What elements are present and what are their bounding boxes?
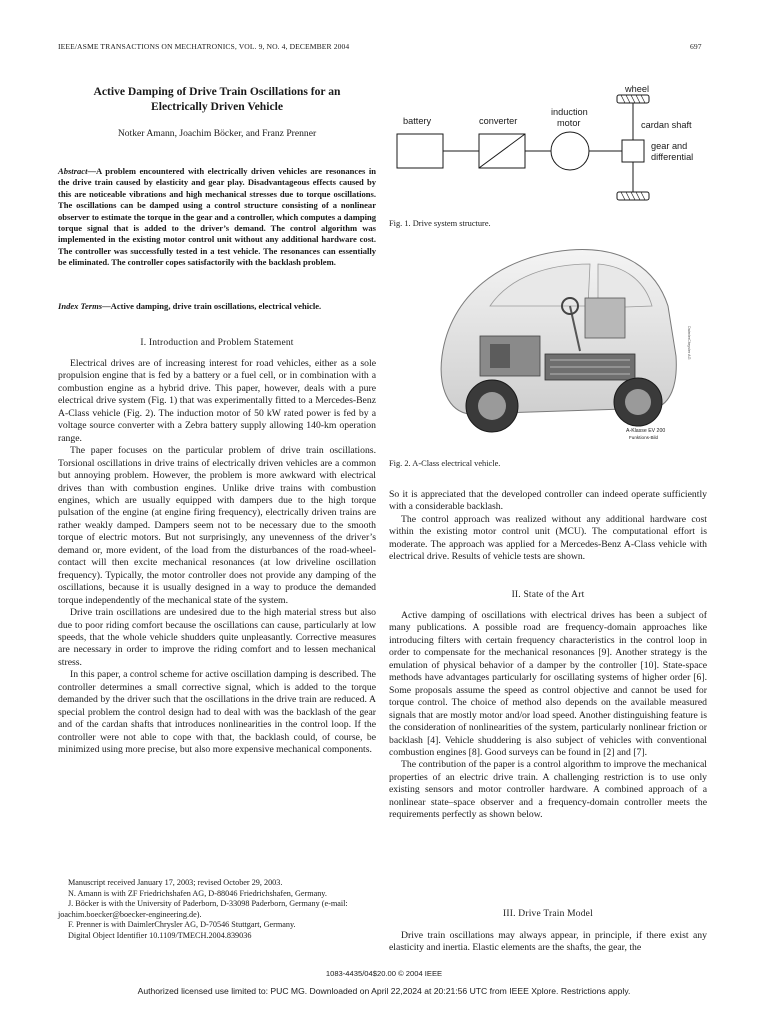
converter-diagonal [479,134,525,168]
paper-title [58,84,376,114]
gear-block [622,140,644,162]
journal-header: IEEE/ASME TRANSACTIONS ON MECHATRONICS, VOL. 9, NO. 4, DECEMBER 2004 [58,42,350,51]
induction-motor-circle [551,132,589,170]
induction-label: induction [551,107,588,117]
section-heading-2: II. State of the Art [511,590,585,600]
wheel-label: wheel [625,84,650,94]
figure-1-caption: Fig. 1. Drive system structure. [389,219,491,228]
paragraph: In this paper, a control scheme for active oscillation damping is described. The controller determines a small corrective signal, which is added to the torque demanded by the driver such that the oscillations in the drive train are reduced. A special problem the control design had to deal with was the backlash of the gear and of the cardan shafts that introduces nonlinearities in the control loop. If the controller were not able to cope with that, the backlash could, of course, be minimized using more precise, but also more expensive mechanical components. [58,669,376,756]
left-column-body [58,358,376,757]
index-terms-text: —Active damping, drive train oscillations, electrical vehicle. [102,301,322,311]
motor-label: motor [557,118,581,128]
cardan-shaft-label: cardan shaft [641,120,692,130]
battery-label: battery [403,116,432,126]
rear-rim [625,389,651,415]
figure-2-caption: Fig. 2. A-Class electrical vehicle. [389,459,501,468]
section-heading-3: III. Drive Train Model [503,909,593,919]
abstract [58,166,376,269]
motor-core [490,344,510,368]
paragraph: Active damping of oscillations with electrical drives has been a subject of many publications. A possible road are frequency-domain approaches like introducing filters with certain frequency characteristics in the control loop in order to compensate for the mechanical resonances [9]. Another strategy is the emulation of physical behavior of a damper by the controller [10]. State-space methods have advantages particularly for oscillating systems of higher order [6]. Some proposals assume the speed as control objective and cannot be used for torque control. The choice of method also depends on the available measured signals that are mostly motor and/or load speed. Another distinguishing feature is the consideration of nonlinearities of the system, particularly nonlinear friction or backlash [4]. Vehicle shuddering is also subject of vehicles with conventional combustion engines [8]. Good surveys can be found in [2] and [7]. [389,610,707,758]
license-line: Authorized licensed use limited to: PUC MG. Downloaded on April 22,2024 at 20:21:56 UTC from IEEE Xplore. Restrictions apply. [137,986,631,996]
author-list: Notker Amann, Joachim Böcker, and Franz Prenner [117,128,317,139]
drive-system-diagram [389,82,707,210]
abstract-lead: Abstract [58,166,88,176]
footnotes [58,878,376,942]
index-terms-lead: Index Terms [58,301,103,311]
converter-label: converter [479,116,518,126]
front-rim [478,392,506,420]
paragraph: So it is appreciated that the developed controller can indeed operate sufficiently with a considerable backlash. [389,489,707,513]
gear-and-label: gear and [651,141,688,151]
footnote-doi: Digital Object Identifier 10.1109/TMECH.2004.839036 [68,930,252,940]
paragraph: Drive train oscillations may always appear, in principle, if there exist any elasticity and inertia. Elastic elements are the shafts, the gear, the [389,930,707,954]
right-column-body-top [389,489,707,564]
seat [585,298,625,338]
page-number: 697 [690,42,702,51]
paragraph: The paper focuses on the particular problem of drive train oscillations. Torsional oscillations in drive trains of electrically driven vehicles are a common but annoying problem. However, the problem is more awkward with electrical drives than with combustion engines. Unlike drive trains with combustion engines, which are usually equipped with dampers due to the high torque pulsation of the engine (at engine firing frequency), electrically driven trains are rather weakly damped. Dampers seem not to be necessary due to the smooth torque of electric motors. But not surprisingly, any unevenness of the driver’s demand or, more evident, of the load from the disturbances of the road-wheel-contact will then excite mechanical resonances (at low driveline oscillation frequency). Typically, the motor controller does not provide any damping of the oscillations, because it is usually designed in a way to produce the demanded torque independently of the mechanical state of the system. [58,445,376,606]
section-heading-1: I. Introduction and Problem Statement [140,338,294,348]
paragraph: Drive train oscillations are undesired due to the high material stress but also due to poor riding comfort because the oscillations can cause, particularly at low speeds, that the whole vehicle shudders quite unpleasantly. Corrective measures are necessary in order to improve the riding comfort and to lessen mechanical stress. [58,607,376,668]
title-line-2: Electrically Driven Vehicle [150,100,283,113]
right-column-body-middle [389,610,707,822]
photo-label-1: A-Klasse EV 200 [626,428,666,434]
copyright-line: 1083-4435/04$20.00 © 2004 IEEE [325,969,443,978]
photo-label-2: Funktions-Bild [629,435,659,440]
differential-label: differential [651,152,694,162]
footnote-boecker: J. Böcker is with the University of Paderborn, D-33098 Paderborn, Germany (e-mail: joachim.boecker@boecker-engineering.de). [58,899,348,919]
photo-side-text: DaimlerChrysler AG [687,326,691,360]
title-line-1: Active Damping of Drive Train Oscillations for an [93,85,341,98]
paragraph: Electrical drives are of increasing interest for road vehicles, either as a sole propulsion engine that is fed by a battery or a fuel cell, or in combination with a combustion engine as a hybrid drive. This paper, however, deals with a pure electrical drive system (Fig. 1) that was experimentally fitted to a Mercedes-Benz A-Class vehicle (Fig. 2). The induction motor of 50 kW rated power is fed by a voltage source converter with a Zebra battery supply allowing 140-km operation range. [58,358,376,444]
index-terms [58,301,376,311]
footnote-prenner: F. Prenner is with DaimlerChrysler AG, D-70546 Stuttgart, Germany. [68,920,296,930]
right-column-body-bottom [389,930,707,955]
paragraph: The contribution of the paper is a control algorithm to improve the mechanical properties of an electric drive train. A challenging restriction is to use only existing sensors and motor controller hardware. A combined approach of a nonlinear state–space observer and a frequency-domain controller meets the requirements perfectly as shown below. [389,759,707,821]
footnote-manuscript: Manuscript received January 17, 2003; revised October 29, 2003. [68,878,283,887]
paragraph: The control approach was realized without any additional hardware cost within the existing motor control unit (MCU). The computational effort is moderate. The approach was applied for a Mercedes-Benz A-Class vehicle with electrical drive. Results of vehicle tests are shown. [389,513,707,563]
vehicle-cutaway-image [420,236,700,450]
abstract-text: —A problem encountered with electrically driven vehicles are resonances in the drive train caused by elasticity and gear play. Disadvantageous effects caused by this are noticeable vibrations and high mechanical stresses due to torque oscillations. The oscillations can be damped using a control structure consisting of a nonlinear observer to estimate the torque in the gear and a controller, which computes a damping torque signal that is added to the driver’s demand. The control algorithm was implemented in the existing motor control unit without any additional hardware cost. The controller was successfully tested in a test vehicle. The resonances can essentially be eliminated. The controller copes satisfactorily with the backlash problem. [58,166,376,268]
battery-block [397,134,443,168]
footnote-amann: N. Amann is with ZF Friedrichshafen AG, D-88046 Friedrichshafen, Germany. [68,888,327,898]
